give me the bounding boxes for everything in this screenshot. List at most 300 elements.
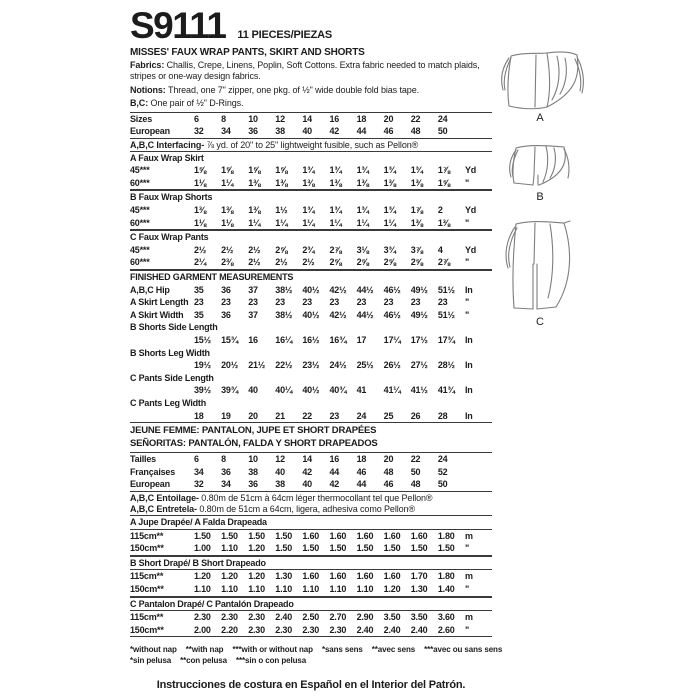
unit-label: " [464,543,470,554]
table-cell: 46½ [383,309,401,320]
table-cell: 42½ [329,284,347,295]
yardage-tables-metric [130,515,492,637]
sizes-table [130,112,492,139]
table-cell: 22 [410,454,421,465]
table-cell: 2.30 [329,624,347,635]
table-cell: 1⅛ [221,217,234,228]
table-cell: 1.10 [248,583,265,594]
row-label: 45*** [130,244,150,255]
table-cell: 2½ [302,257,315,268]
table-cell: 2.30 [275,624,292,635]
table-cell: 40½ [302,284,320,295]
intl-title-french: JEUNE FEMME: PANTALON, JUPE ET SHORT DRAPÉES [130,425,377,437]
table-cell: 1⅜ [302,177,315,188]
table-cell: 1.30 [275,571,292,582]
row-label: Sizes [130,113,153,124]
d-rings-text: One pair of ½" D-Rings. [148,98,244,108]
table-cell: 2⅝ [275,244,288,255]
table-cell: 1.50 [248,530,265,541]
table-cell: 2⅝ [329,257,342,268]
table-cell: 22 [302,410,312,421]
table-cell: 38½ [275,284,293,295]
table-cell: 36 [221,284,231,295]
table-cell: 1.40 [437,583,455,594]
table-cell: 1⅜ [356,177,369,188]
row-label: 60*** [130,257,150,268]
table-cell: 1.10 [275,583,292,594]
table-cell: 1.60 [383,530,401,541]
skirt-line-art-icon [495,48,585,112]
table-cell: 1.50 [329,543,347,554]
table-cell: 40½ [302,309,320,320]
table-cell: 34 [221,126,231,137]
unit-label: Yd [464,165,477,176]
table-cell: 3⅛ [356,244,369,255]
table-cell: 1⅝ [437,177,450,188]
table-cell: 3.60 [437,612,455,623]
notions-label: Notions: [130,84,166,95]
fabrics-note [130,60,492,82]
table-row [130,177,492,190]
table-cell: 20 [383,454,394,465]
table-cell: 1.00 [194,543,211,554]
figure-faux-wrap-pants [500,218,580,329]
unit-label: " [464,177,470,188]
table-cell: 41 [356,385,367,396]
table-row [130,359,492,372]
table-row [130,570,492,583]
row-label: 150cm** [130,624,164,635]
table-cell: 37 [248,309,258,320]
table-cell: 1.50 [194,530,211,541]
row-label: B Shorts Side Length [130,322,218,333]
table-cell: 1.60 [302,530,320,541]
interfacing-label-fr: A,B,C Entoilage- [130,492,199,503]
table-cell: 20 [383,113,394,124]
interfacing-label-es: A,B,C Entretela- [130,503,197,514]
table-cell: 1¾ [356,165,369,176]
table-cell: 2.20 [221,624,238,635]
table-cell: 40 [248,385,258,396]
table-cell: 2.90 [356,612,374,623]
table-cell: 44 [329,466,340,477]
table-cell: 18 [194,410,204,421]
row-label: European [130,479,170,490]
row-label: A,B,C Hip [130,284,170,295]
table-cell: 10 [248,454,258,465]
table-row [130,542,492,555]
interfacing-text-es: 0.80m de 51cm a 64cm, ligera, adhesiva como Pellon® [196,503,415,514]
table-cell: 2½ [248,244,261,255]
row-label: B Shorts Leg Width [130,347,210,358]
table-cell: 46½ [383,284,401,295]
table-cell: 6 [194,113,199,124]
table-cell: 1¾ [356,205,369,216]
table-cell: 2 [437,205,443,216]
table-cell: 2.50 [302,612,320,623]
table-cell: 42½ [329,309,347,320]
unit-label: m [464,612,473,623]
table-cell: 17 [356,335,367,345]
table-cell: 21½ [248,360,266,371]
d-rings-label: B,C: [130,98,149,108]
table-cell: 2⅝ [410,257,423,268]
unit-label: m [464,571,473,582]
unit-label: Yd [464,205,477,216]
table-cell: 2⅜ [221,257,234,268]
table-cell: 2½ [248,257,261,268]
table-cell: 23 [329,297,340,308]
table-row [130,583,492,596]
table-cell: 12 [275,113,285,124]
table-cell: 49½ [410,309,428,320]
yardage-section-title: B Faux Wrap Shorts [130,190,492,204]
table-cell: 14 [302,113,312,124]
table-cell: 16 [248,335,258,345]
table-cell: 26½ [383,360,401,371]
table-cell: 1.80 [437,530,455,541]
table-cell: 1¼ [383,217,396,228]
shorts-line-art-icon [502,141,578,191]
table-cell: 48 [410,126,421,137]
table-cell: 40¾ [329,385,347,396]
table-cell: 24 [437,113,448,124]
table-cell: 1⅜ [437,217,450,228]
table-cell: 41¼ [383,385,401,396]
unit-label: In [464,360,473,371]
table-cell: 1.20 [221,571,238,582]
unit-label [465,453,490,466]
pants-line-art-icon [500,218,580,316]
table-cell: 1⅜ [410,217,423,228]
table-cell: 10 [248,113,258,124]
row-label: 150cm** [130,583,164,594]
unit-label: " [464,217,470,228]
table-cell: 1⅜ [194,205,207,216]
unit-label [465,478,490,491]
table-cell: 42 [329,126,340,137]
table-cell: 40 [302,479,312,490]
interfacing-text-fr: 0.80m de 51cm à 64cm léger thermocollant tel que Pellon® [198,492,433,503]
unit-label: In [464,335,473,345]
table-cell: 35 [194,309,204,320]
fabrics-label: Fabrics: [130,60,165,70]
table-cell: 1.60 [410,530,428,541]
table-row [130,244,492,257]
figure-faux-wrap-skirt [495,48,585,125]
d-rings-note [130,98,492,109]
table-cell: 20½ [221,360,239,371]
table-cell: 16½ [302,335,320,345]
pattern-title: MISSES' FAUX WRAP PANTS, SKIRT AND SHORTS [130,47,365,58]
table-cell: 18 [356,113,367,124]
table-row [130,256,492,269]
table-row [130,530,492,543]
table-cell: 1.10 [329,583,347,594]
unit-label: " [464,624,470,635]
table-cell: 21 [275,410,285,421]
table-cell: 23 [275,297,285,308]
row-label: 115cm** [130,571,164,582]
table-cell: 3⅞ [410,244,423,255]
row-label: A Skirt Length [130,297,189,308]
table-cell: 1.50 [383,543,401,554]
figure-label-c: C [536,316,544,328]
table-cell: 1⅛ [194,177,207,188]
masthead [130,6,492,46]
table-row [130,478,492,491]
table-cell: 16 [329,454,340,465]
yardage-section-title: C Faux Wrap Pants [130,230,492,244]
table-cell: 23 [329,410,340,421]
table-cell: 1⅜ [383,177,396,188]
table-cell: 51½ [437,309,455,320]
table-row [130,624,492,637]
table-cell: 1.70 [410,571,428,582]
footnote-fr-3: ***avec ou sans sens [424,645,503,655]
footnote-es-2: **con pelusa [180,656,227,666]
table-cell: 1¾ [302,165,315,176]
table-cell: 1.60 [329,571,347,582]
yardage-section-title: B Short Drapé/ B Short Drapeado [130,556,492,571]
row-label: C Pants Side Length [130,372,214,383]
figure-faux-wrap-shorts [502,141,578,204]
table-cell: 40 [275,466,285,477]
table-cell: 1½ [275,205,288,216]
row-label: 60*** [130,177,150,188]
table-cell: 1⅜ [248,177,261,188]
table-cell: 42 [329,479,340,490]
table-cell: 32 [194,126,204,137]
row-label: Françaises [130,466,176,477]
table-cell: 2.60 [437,624,455,635]
table-cell: 46 [356,466,367,477]
footnote-en-1: *without nap [130,645,177,655]
row-label: European [130,126,170,137]
table-cell: 39½ [194,385,211,396]
table-cell: 44½ [356,309,374,320]
table-cell: 38 [248,466,258,477]
table-row [130,296,492,309]
table-cell: 1.50 [275,543,292,554]
table-cell: 24½ [329,360,347,371]
table-cell: 2½ [275,257,288,268]
row-label [130,359,194,372]
table-cell: 1.60 [302,571,320,582]
yardage-section-rows [130,570,492,596]
unit-label: " [464,257,470,268]
table-row [130,466,492,479]
table-row [130,384,492,397]
table-cell: 28½ [437,360,455,371]
table-cell: 2.00 [194,624,211,635]
table-row [130,284,492,297]
table-cell: 46 [383,479,394,490]
table-cell: 1¾ [302,205,315,216]
table-cell: 1⅝ [221,165,234,176]
table-cell: 1.10 [221,583,238,594]
interfacing-note-fr [130,493,492,504]
table-cell: 23 [221,297,231,308]
yardage-section-rows [130,164,492,190]
table-cell: 2⅝ [356,257,369,268]
table-cell: 2⅞ [329,244,342,255]
table-row [130,125,492,138]
unit-label [465,466,490,479]
row-label: Tailles [130,454,156,465]
table-cell: 1⅜ [329,177,342,188]
garment-line-drawings [492,48,588,329]
table-cell: 16¾ [329,335,347,345]
row-label: 45*** [130,205,150,216]
table-cell: 24 [356,410,367,421]
footnote-fr-1: *sans sens [321,645,363,655]
table-cell: 1.30 [410,583,428,594]
table-cell: 1⅝ [194,165,207,176]
table-cell: 15¾ [221,335,239,345]
table-cell: 19½ [194,360,211,371]
table-cell: 23½ [302,360,320,371]
table-cell: 50 [437,479,448,490]
intl-sizes-table [130,452,492,492]
footnotes-right [322,644,502,666]
table-cell: 34 [221,479,231,490]
yardage-tables-english [130,151,492,270]
table-cell: 1.50 [356,543,374,554]
main-column [130,5,503,666]
table-cell: 36 [248,126,258,137]
yardage-section-title: A Jupe Drapée/ A Falda Drapeada [130,515,492,530]
table-cell: 35 [194,284,204,295]
table-row [130,217,492,230]
row-label [130,384,194,397]
table-cell: 23 [302,297,312,308]
table-cell: 15½ [194,335,211,345]
pieces-count: 11 PIECES/PIEZAS [237,29,333,41]
unit-label: m [464,530,473,541]
table-cell: 1.60 [383,571,401,582]
notions-note [130,85,492,96]
table-cell: 1.60 [356,530,374,541]
table-cell: 2.30 [248,612,265,623]
table-cell: 2½ [221,244,234,255]
table-cell: 27½ [410,360,428,371]
interfacing-note-es [130,504,492,515]
table-row [130,453,492,466]
table-cell: 1.20 [194,571,211,582]
table-cell: 22 [410,113,421,124]
row-label: A Skirt Width [130,309,184,320]
table-cell: 38 [275,479,285,490]
table-cell: 12 [275,454,285,465]
table-cell: 1¾ [383,165,396,176]
table-cell: 4 [437,244,443,255]
row-label [130,334,194,347]
table-cell: 1⅜ [410,177,423,188]
intl-title-spanish: SEÑORITAS: PANTALÓN, FALDA Y SHORT DRAPEADOS [130,437,378,449]
table-cell: 20 [248,410,258,421]
yardage-section-rows [130,530,492,556]
table-cell: 1¾ [329,165,342,176]
row-label: C Pants Leg Width [130,397,207,408]
table-cell: 2.30 [194,612,211,623]
table-cell: 51½ [437,284,455,295]
table-cell: 1.20 [383,583,401,594]
table-cell: 8 [221,113,226,124]
table-cell: 23 [383,297,394,308]
table-cell: 1.10 [221,543,238,554]
table-cell: 26 [410,410,421,421]
unit-label: In [464,410,473,421]
table-cell: 1¼ [329,217,342,228]
table-cell: 2.40 [275,612,292,623]
table-cell: 2.40 [356,624,374,635]
table-cell: 41¾ [437,385,455,396]
row-label: 115cm** [130,612,164,623]
table-cell: 1⅜ [221,205,234,216]
table-row [130,334,492,347]
table-cell: 1⅝ [248,165,261,176]
table-cell: 2½ [194,244,207,255]
table-cell: 42 [302,466,312,477]
table-cell: 16¼ [275,335,293,345]
table-cell: 17¾ [437,335,455,345]
table-cell: 1.60 [329,530,347,541]
finished-measurements-table [130,284,492,424]
table-cell: 1.10 [194,583,211,594]
table-cell: 2.40 [410,624,428,635]
table-cell: 2¾ [302,244,315,255]
table-cell: 50 [410,466,421,477]
table-cell: 48 [410,479,421,490]
table-cell: 1⅜ [248,205,261,216]
table-cell: 18 [356,454,367,465]
table-cell: 19 [221,410,231,421]
footnote-en-2: **with nap [185,645,224,655]
table-cell: 50 [437,126,448,137]
table-cell: 24 [437,454,448,465]
unit-label: " [464,309,470,320]
table-cell: 2.30 [221,612,238,623]
table-cell: 25 [383,410,394,421]
table-cell: 36 [248,479,258,490]
table-cell: 14 [302,454,312,465]
table-cell: 1⅞ [410,205,423,216]
table-cell: 1¾ [329,205,342,216]
table-cell: 1¾ [410,165,423,176]
row-label [130,410,194,423]
table-row [130,164,492,177]
table-cell: 38½ [275,309,293,320]
footnote-es-3: ***sin o con pelusa [235,656,307,666]
table-cell: 1.50 [302,543,320,554]
table-row [130,309,492,322]
figure-label-a: A [536,112,544,124]
table-cell: 39¾ [221,385,239,396]
table-cell: 1.50 [275,530,292,541]
table-row [130,410,492,423]
table-cell: 1¼ [302,217,315,228]
table-cell: 48 [383,466,394,477]
footnote-fr-2: **avec sens [371,645,416,655]
row-label: 60*** [130,217,150,228]
table-cell: 17½ [410,335,428,345]
table-cell: 41½ [410,385,428,396]
footnotes-left [130,644,322,666]
table-cell: 1¾ [383,205,396,216]
table-cell: 44 [356,479,367,490]
unit-label: In [464,284,473,295]
